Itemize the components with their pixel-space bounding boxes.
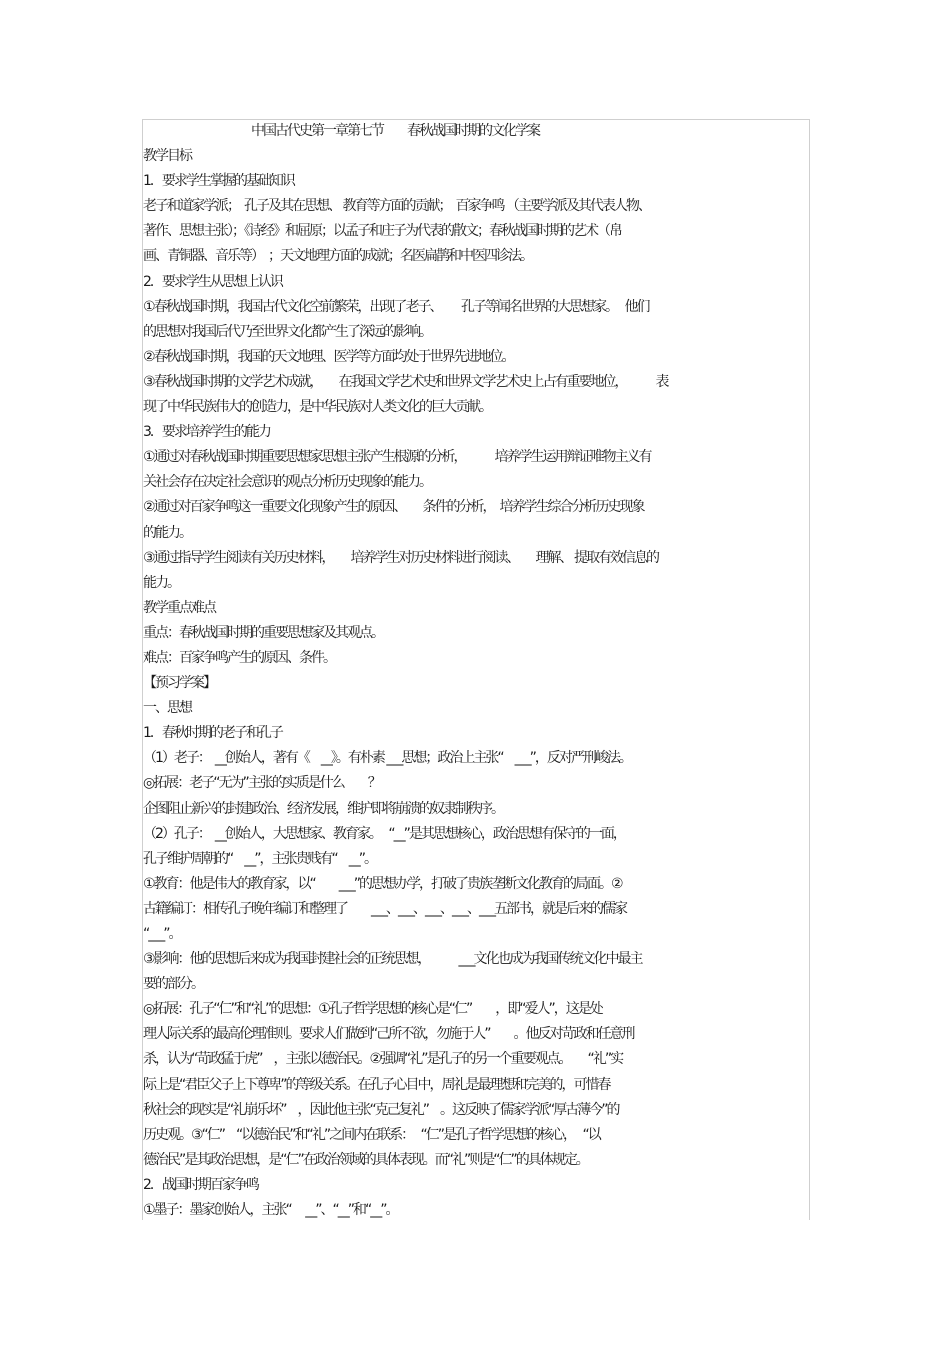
text-line: 要的部分。 [143, 976, 203, 993]
document-body [143, 119, 811, 1223]
text-line: ①春秋战国时期，我国古代文化空前繁荣，出现了老子、 孔子等闻名世界的大思想家。 他们 [143, 298, 649, 315]
text-line: （2）孔子： __创始人，大思想家、教育家。 “__”是其思想核心，政治思想有保守的一面， [143, 825, 625, 842]
text-line: 能力。 [143, 574, 179, 591]
text-line: ③影响：他的思想后来成为我国封建社会的正统思想， ___文化也成为我国传统文化中最主 [143, 951, 642, 968]
text-line: 重点：春秋战国时期的重要思想家及其观点。 [143, 624, 383, 641]
section-heading: 教学目标 [143, 148, 191, 165]
section-heading: 教学重点难点 [143, 599, 215, 616]
subsection-heading: 3．要求培养学生的能力 [143, 424, 270, 441]
document-title: 中国古代史第一章第七节 春秋战国时期的文化学案 [143, 123, 539, 139]
text-line: ②通过对百家争鸣这一重要文化现象产生的原因、 条件的分析， 培养学生综合分析历史现象 [143, 499, 644, 516]
text-line: 理人际关系的最高伦理准则。要求人们做到“己所不欲，勿施于人” 。他反对苛政和任意刑 [143, 1026, 634, 1043]
section-heading: 一、思想 [143, 700, 191, 717]
section-heading: 【预习学案】 [143, 675, 215, 692]
text-line: （1）老子： __创始人，著有《 __》。有朴素 ___思想；政治上主张“ ___”，反对严刑峻法。 [143, 750, 631, 767]
text-line: 杀，认为“苛政猛于虎” ，主张以德治民。②强调“礼”是孔子的另一个重要观点。 “礼”实 [143, 1051, 623, 1068]
text-line: 现了中华民族伟大的创造力，是中华民族对人类文化的巨大贡献。 [143, 399, 491, 416]
text-line: ◎拓展：孔子“仁”和“礼”的思想：①孔子哲学思想的核心是“仁” ，即“爱人”，这是处 [143, 1001, 602, 1018]
text-line: 秋社会的现实是“礼崩乐坏” ，因此他主张“克己复礼” 。这反映了儒家学派“厚古薄今”的 [143, 1101, 619, 1118]
subsection-heading: 2．要求学生从思想上认识 [143, 273, 282, 290]
text-line: 难点：百家争鸣产生的原因、条件。 [143, 649, 335, 666]
subsection-heading: 1．要求学生掌握的基础知识 [143, 173, 294, 190]
text-line: 企图阻止新兴的封建政治、经济发展，维护即将崩溃的奴隶制秩序。 [143, 800, 503, 817]
text-line: ①教育：他是伟大的教育家，以“ ___”的思想办学，打破了贵族垄断文化教育的局面。② [143, 875, 622, 892]
text-line: 关社会存在决定社会意识的观点分析历史现象的能力。 [143, 474, 431, 491]
text-line: ③春秋战国时期的文学艺术成就， 在我国文学艺术史和世界文学艺术史上占有重要地位， 表 [143, 373, 668, 390]
text-line: ①通过对春秋战国时期重要思想家思想主张产生根源的分析， 培养学生运用辩证唯物主义有 [143, 449, 651, 466]
subsection-heading: 2．战国时期百家争鸣 [143, 1176, 258, 1193]
text-line: ③通过指导学生阅读有关历史材料， 培养学生对历史材料进行阅读、 理解、 提取有效信息的 [143, 549, 658, 566]
text-line: 德治民”是其政治思想，是“仁”在政治领域的具体表现。而“礼”则是“仁”的具体规定。 [143, 1151, 588, 1168]
text-line: 老子和道家学派； 孔子及其在思想、 教育等方面的贡献； 百家争鸣 （主要学派及其代表人物、 [143, 198, 650, 215]
subsection-heading: 1．春秋时期的老子和孔子 [143, 725, 282, 742]
text-line: “___”。 [143, 926, 181, 942]
text-line: 画、青铜器、音乐等） ；天文地理方面的成就；名医扁鹊和中医四诊法。 [143, 248, 532, 265]
text-line: 孔子维护周朝的“ __”，主张贵贱有“ __”。 [143, 850, 377, 867]
text-line: 际上是“君臣父子上下尊卑”的等级关系。在孔子心目中，周礼是最理想和完美的，可惜春 [143, 1076, 610, 1093]
text-line: 的思想对我国后代乃至世界文化都产生了深远的影响。 [143, 323, 431, 340]
text-line: 古籍编订：相传孔子晚年编订和整理了 ___、___、___、___、___五部书，就是后来的儒家 [143, 900, 626, 917]
text-line: 著作、思想主张）；《诗经》和屈原；以孟子和庄子为代表的散文；春秋战国时期的艺术（帛 [143, 223, 621, 240]
text-line: ①墨子：墨家创始人，主张“ __”、“__”和“__”。 [143, 1202, 398, 1219]
text-line: 历史观。③“仁” “以德治民”和“礼”之间内在联系： “仁”是孔子哲学思想的核心， “以 [143, 1126, 600, 1143]
text-line: ◎拓展：老子“无为”主张的实质是什么 ？ [143, 775, 380, 792]
text-line: ②春秋战国时期，我国的天文地理、医学等方面均处于世界先进地位。 [143, 348, 514, 365]
text-line: 的能力。 [143, 524, 191, 541]
